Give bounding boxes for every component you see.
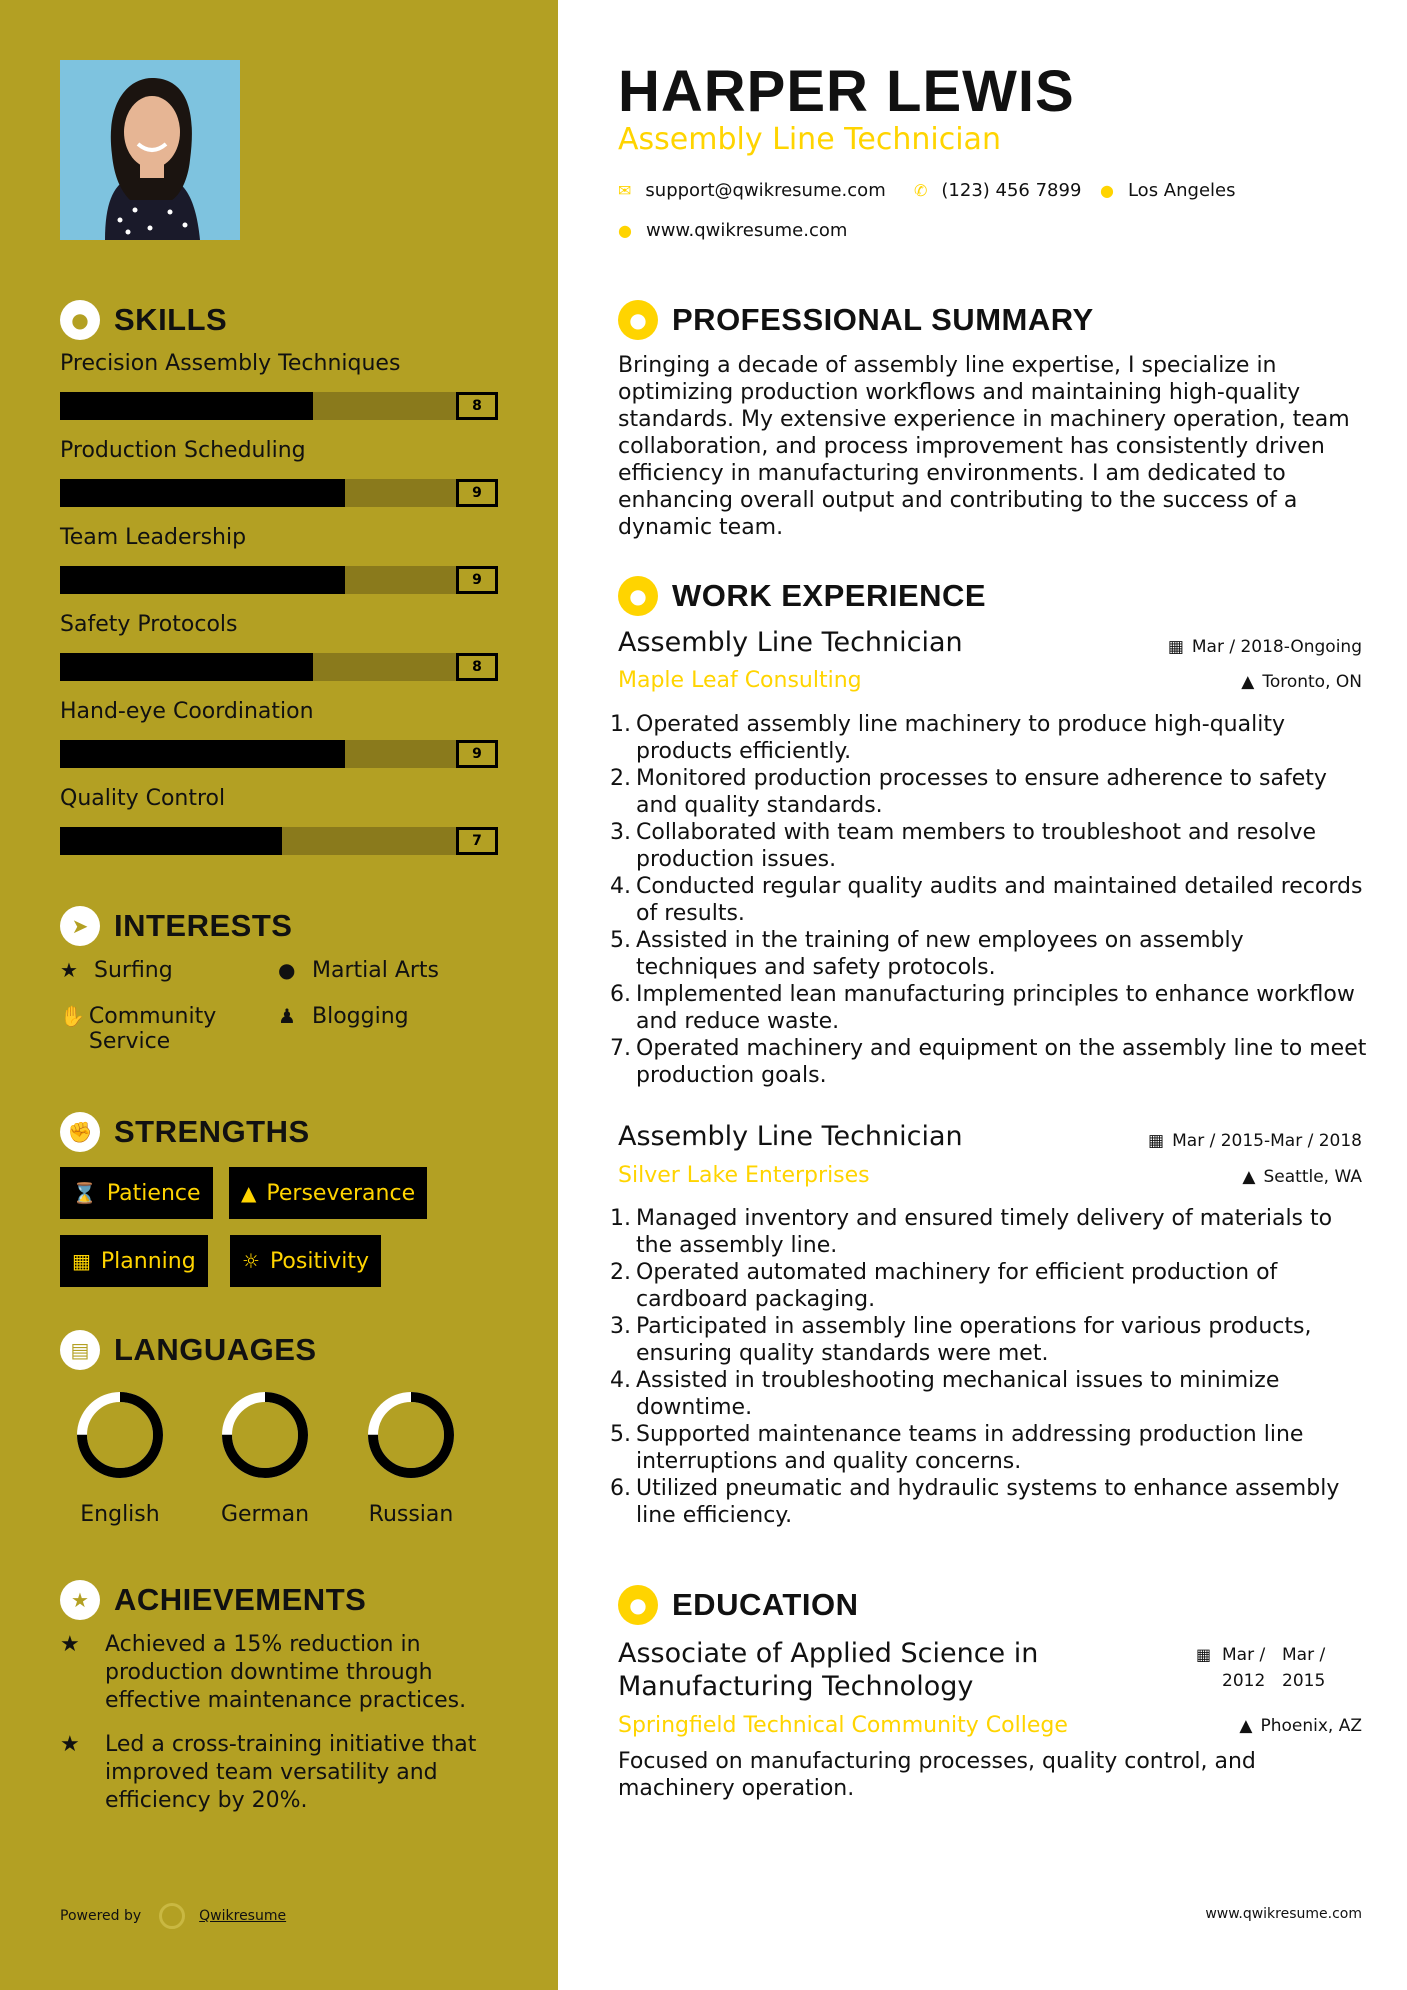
duty-text: Operated machinery and equipment on the assembly line to meet production goals. <box>636 1036 1367 1088</box>
job-duties <box>610 711 1370 1089</box>
strength-label: Positivity <box>269 1248 369 1274</box>
skill-score: 8 <box>456 392 498 420</box>
strength-badge <box>229 1167 427 1219</box>
strength-badge <box>230 1235 381 1287</box>
strength-label: Patience <box>106 1180 201 1206</box>
job-title: Assembly Line Technician <box>618 627 963 658</box>
job-location <box>1242 1167 1362 1187</box>
qwikresume-link[interactable]: Qwikresume <box>199 1908 287 1924</box>
list-item: 3. Participated in assembly line operations for various products, ensuring quality standards were met. <box>610 1313 1370 1367</box>
job-location-text: Toronto, ON <box>1262 672 1362 692</box>
interest-item <box>60 958 173 983</box>
job-date-text: Mar / 2015-Mar / 2018 <box>1172 1131 1362 1151</box>
duty-text: Supported maintenance teams in addressing production line interruptions and quality concerns. <box>636 1422 1304 1474</box>
list-item: 2. Monitored production processes to ensure adherence to safety and quality standards. <box>610 765 1370 819</box>
person-role: Assembly Line Technician <box>618 122 1001 157</box>
duty-text: Conducted regular quality audits and maintained detailed records of results. <box>636 874 1363 926</box>
education-heading <box>618 1585 858 1625</box>
skill-name: Safety Protocols <box>60 612 238 637</box>
email-text: support@qwikresume.com <box>645 180 886 201</box>
list-item: 5. Assisted in the training of new employees on assembly techniques and safety protocols. <box>610 927 1370 981</box>
globe-icon: ● <box>618 221 632 240</box>
skill-bar-fill <box>60 392 313 420</box>
strengths-heading <box>60 1112 310 1152</box>
skill-bar <box>60 479 498 507</box>
skill-score: 8 <box>456 653 498 681</box>
contact-website[interactable] <box>618 220 847 241</box>
achievements-heading <box>60 1580 366 1620</box>
skill-bar <box>60 653 498 681</box>
star-icon: ★ <box>60 958 78 982</box>
duty-text: Operated assembly line machinery to produce high-quality products efficiently. <box>636 712 1285 764</box>
skill-score: 9 <box>456 740 498 768</box>
skill-bar <box>60 566 498 594</box>
job-company: Maple Leaf Consulting <box>618 668 862 693</box>
calendar-icon: ▦ <box>1196 1645 1212 1664</box>
summary-heading <box>618 300 1094 340</box>
skill-score: 9 <box>456 479 498 507</box>
school-name: Springfield Technical Community College <box>618 1713 1068 1738</box>
strength-label: Planning <box>100 1248 196 1274</box>
interests-heading <box>60 906 292 946</box>
shooting-star-icon: ★ <box>60 1632 80 1657</box>
list-item: 1. Operated assembly line machinery to produce high-quality products efficiently. <box>610 711 1370 765</box>
sun-icon: ☼ <box>242 1249 260 1273</box>
graduate-icon: ● <box>618 1585 658 1625</box>
contact-phone[interactable] <box>914 180 1081 201</box>
interest-label: Surfing <box>94 958 173 983</box>
job-date-text: Mar / 2018-Ongoing <box>1191 637 1362 657</box>
contact-email[interactable] <box>618 180 886 201</box>
interest-item <box>278 1004 409 1029</box>
interests-title: INTERESTS <box>114 908 293 943</box>
duty-text: Collaborated with team members to troubleshoot and resolve production issues. <box>636 820 1317 872</box>
lightbulb-icon: ● <box>60 300 100 340</box>
duty-text: Assisted in the training of new employees on assembly techniques and safety protocols. <box>636 928 1244 980</box>
skill-bar-fill <box>60 827 282 855</box>
summary-title: PROFESSIONAL SUMMARY <box>672 302 1094 337</box>
duty-text: Monitored production processes to ensure adherence to safety and quality standards. <box>636 766 1327 818</box>
pin-icon: ▲ <box>1241 672 1255 692</box>
language-name: German <box>220 1502 310 1527</box>
strength-label: Perseverance <box>266 1180 416 1206</box>
calendar-icon: ▦ <box>72 1249 91 1273</box>
job-title: Assembly Line Technician <box>618 1121 963 1152</box>
degree-title: Associate of Applied Science in Manufacturing Technology <box>618 1638 1039 1702</box>
job-location-text: Seattle, WA <box>1263 1167 1362 1187</box>
pin-icon: ▲ <box>1239 1716 1253 1736</box>
user-icon: ● <box>618 300 658 340</box>
sidebar <box>0 0 558 1990</box>
duty-text: Utilized pneumatic and hydraulic systems to enhance assembly line efficiency. <box>636 1476 1340 1528</box>
interest-label: Community Service <box>88 1004 217 1054</box>
website-text: www.qwikresume.com <box>645 220 848 241</box>
location-text: Los Angeles <box>1127 180 1236 201</box>
skills-heading <box>60 300 227 340</box>
job-date <box>1148 1131 1362 1151</box>
skill-bar-fill <box>60 566 345 594</box>
job-location <box>1241 672 1362 692</box>
skill-name: Precision Assembly Techniques <box>60 351 401 376</box>
shooting-star-icon: ★ <box>60 1732 80 1757</box>
achievement-text: Led a cross-training initiative that improved team versatility and efficiency by 20%. <box>105 1732 477 1813</box>
list-item: 3. Collaborated with team members to troubleshoot and resolve production issues. <box>610 819 1370 873</box>
list-item: 4. Assisted in troubleshooting mechanical issues to minimize downtime. <box>610 1367 1370 1421</box>
calendar-icon: ▦ <box>1167 637 1184 657</box>
experience-title: WORK EXPERIENCE <box>672 578 987 613</box>
education-title: EDUCATION <box>672 1587 859 1622</box>
strength-badge <box>60 1235 208 1287</box>
interest-label: Blogging <box>312 1004 409 1029</box>
achievement-item <box>60 1631 500 1715</box>
duty-text: Assisted in troubleshooting mechanical issues to minimize downtime. <box>636 1368 1280 1420</box>
contact-location <box>1100 180 1235 201</box>
calendar-icon: ▦ <box>1148 1131 1165 1151</box>
education-description: Focused on manufacturing processes, quality control, and machinery operation. <box>618 1749 1256 1801</box>
main-content <box>558 0 1407 1990</box>
list-item: 6. Implemented lean manufacturing principles to enhance workflow and reduce waste. <box>610 981 1370 1035</box>
interest-label: Martial Arts <box>312 958 440 983</box>
hand-icon: ✋ <box>60 1004 85 1028</box>
person-avatar-icon <box>60 60 240 240</box>
skill-bar-fill <box>60 740 345 768</box>
skill-bar <box>60 392 498 420</box>
strengths-title: STRENGTHS <box>114 1114 310 1149</box>
hourglass-icon: ⌛ <box>72 1181 97 1205</box>
fist-icon: ✊ <box>60 1112 100 1152</box>
footer-website[interactable]: www.qwikresume.com <box>1205 1906 1362 1922</box>
language-rings <box>60 1385 480 1485</box>
paper-plane-icon: ➤ <box>60 906 100 946</box>
edu-location <box>1239 1716 1362 1736</box>
powered-by-label: Powered by <box>60 1908 142 1924</box>
achievement-item <box>60 1731 500 1815</box>
skill-bar <box>60 827 498 855</box>
list-item: 7. Operated machinery and equipment on the assembly line to meet production goals. <box>610 1035 1370 1089</box>
experience-heading <box>618 576 986 616</box>
duty-text: Participated in assembly line operations for various products, ensuring quality standards were met. <box>636 1314 1312 1366</box>
duty-text: Operated automated machinery for efficient production of cardboard packaging. <box>636 1260 1278 1312</box>
list-item: 6. Utilized pneumatic and hydraulic systems to enhance assembly line efficiency. <box>610 1475 1370 1529</box>
job-date <box>1168 637 1362 657</box>
language-name: Russian <box>368 1502 454 1527</box>
list-item: 1. Managed inventory and ensured timely delivery of materials to the assembly line. <box>610 1205 1370 1259</box>
achievement-text: Achieved a 15% reduction in production downtime through effective maintenance practices. <box>105 1632 467 1713</box>
phone-text: (123) 456 7899 <box>941 180 1082 201</box>
languages-title: LANGUAGES <box>114 1332 317 1367</box>
skill-bar <box>60 740 498 768</box>
skill-score: 7 <box>456 827 498 855</box>
duty-text: Implemented lean manufacturing principles to enhance workflow and reduce waste. <box>636 982 1355 1034</box>
briefcase-chair-icon: ● <box>618 576 658 616</box>
skill-name: Team Leadership <box>60 525 247 550</box>
list-item: 5. Supported maintenance teams in addressing production line interruptions and quality concerns. <box>610 1421 1370 1475</box>
job-company: Silver Lake Enterprises <box>618 1163 870 1188</box>
language-name: English <box>80 1502 160 1527</box>
list-item: 4. Conducted regular quality audits and maintained detailed records of results. <box>610 873 1370 927</box>
languages-heading <box>60 1330 317 1370</box>
map-pin-icon: ● <box>1100 181 1114 200</box>
skill-score: 9 <box>456 566 498 594</box>
skill-bar-fill <box>60 479 345 507</box>
star-badge-icon: ★ <box>60 1580 100 1620</box>
edu-location-text: Phoenix, AZ <box>1260 1716 1362 1736</box>
profile-photo <box>60 60 240 240</box>
pin-icon: ▲ <box>1242 1167 1256 1187</box>
globe-icon: ● <box>278 958 296 982</box>
users-icon: ♟ <box>278 1004 296 1028</box>
edu-date-end: Mar / 2015 <box>1282 1645 1326 1691</box>
powered-by <box>60 1903 286 1929</box>
job-duties <box>610 1205 1370 1529</box>
achievements-title: ACHIEVEMENTS <box>114 1582 367 1617</box>
qwikresume-logo-icon <box>159 1903 185 1929</box>
interest-item <box>60 1004 260 1054</box>
duty-text: Managed inventory and ensured timely delivery of materials to the assembly line. <box>636 1206 1333 1258</box>
road-icon: ▲ <box>241 1181 257 1205</box>
skill-bar-fill <box>60 653 313 681</box>
envelope-icon: ✉ <box>618 181 632 200</box>
person-name: HARPER LEWIS <box>618 59 1075 124</box>
strength-badge <box>60 1167 213 1219</box>
skills-title: SKILLS <box>114 302 228 337</box>
skill-name: Production Scheduling <box>60 438 306 463</box>
edu-date-start: Mar / 2012 <box>1222 1645 1266 1691</box>
skill-name: Hand-eye Coordination <box>60 699 314 724</box>
summary-text: Bringing a decade of assembly line expertise, I specialize in optimizing production workflows and maintaining high-quality standards. My extensive experience in machinery operation, team collaboration, and process improvement has consistently driven efficiency in manufacturing environments. I am dedicated to enhancing overall output and contributing to the success of a dynamic team. <box>618 353 1350 540</box>
interest-item <box>278 958 439 983</box>
list-item: 2. Operated automated machinery for efficient production of cardboard packaging. <box>610 1259 1370 1313</box>
id-card-icon: ▤ <box>60 1330 100 1370</box>
phone-icon: ✆ <box>914 181 928 200</box>
skill-name: Quality Control <box>60 786 226 811</box>
